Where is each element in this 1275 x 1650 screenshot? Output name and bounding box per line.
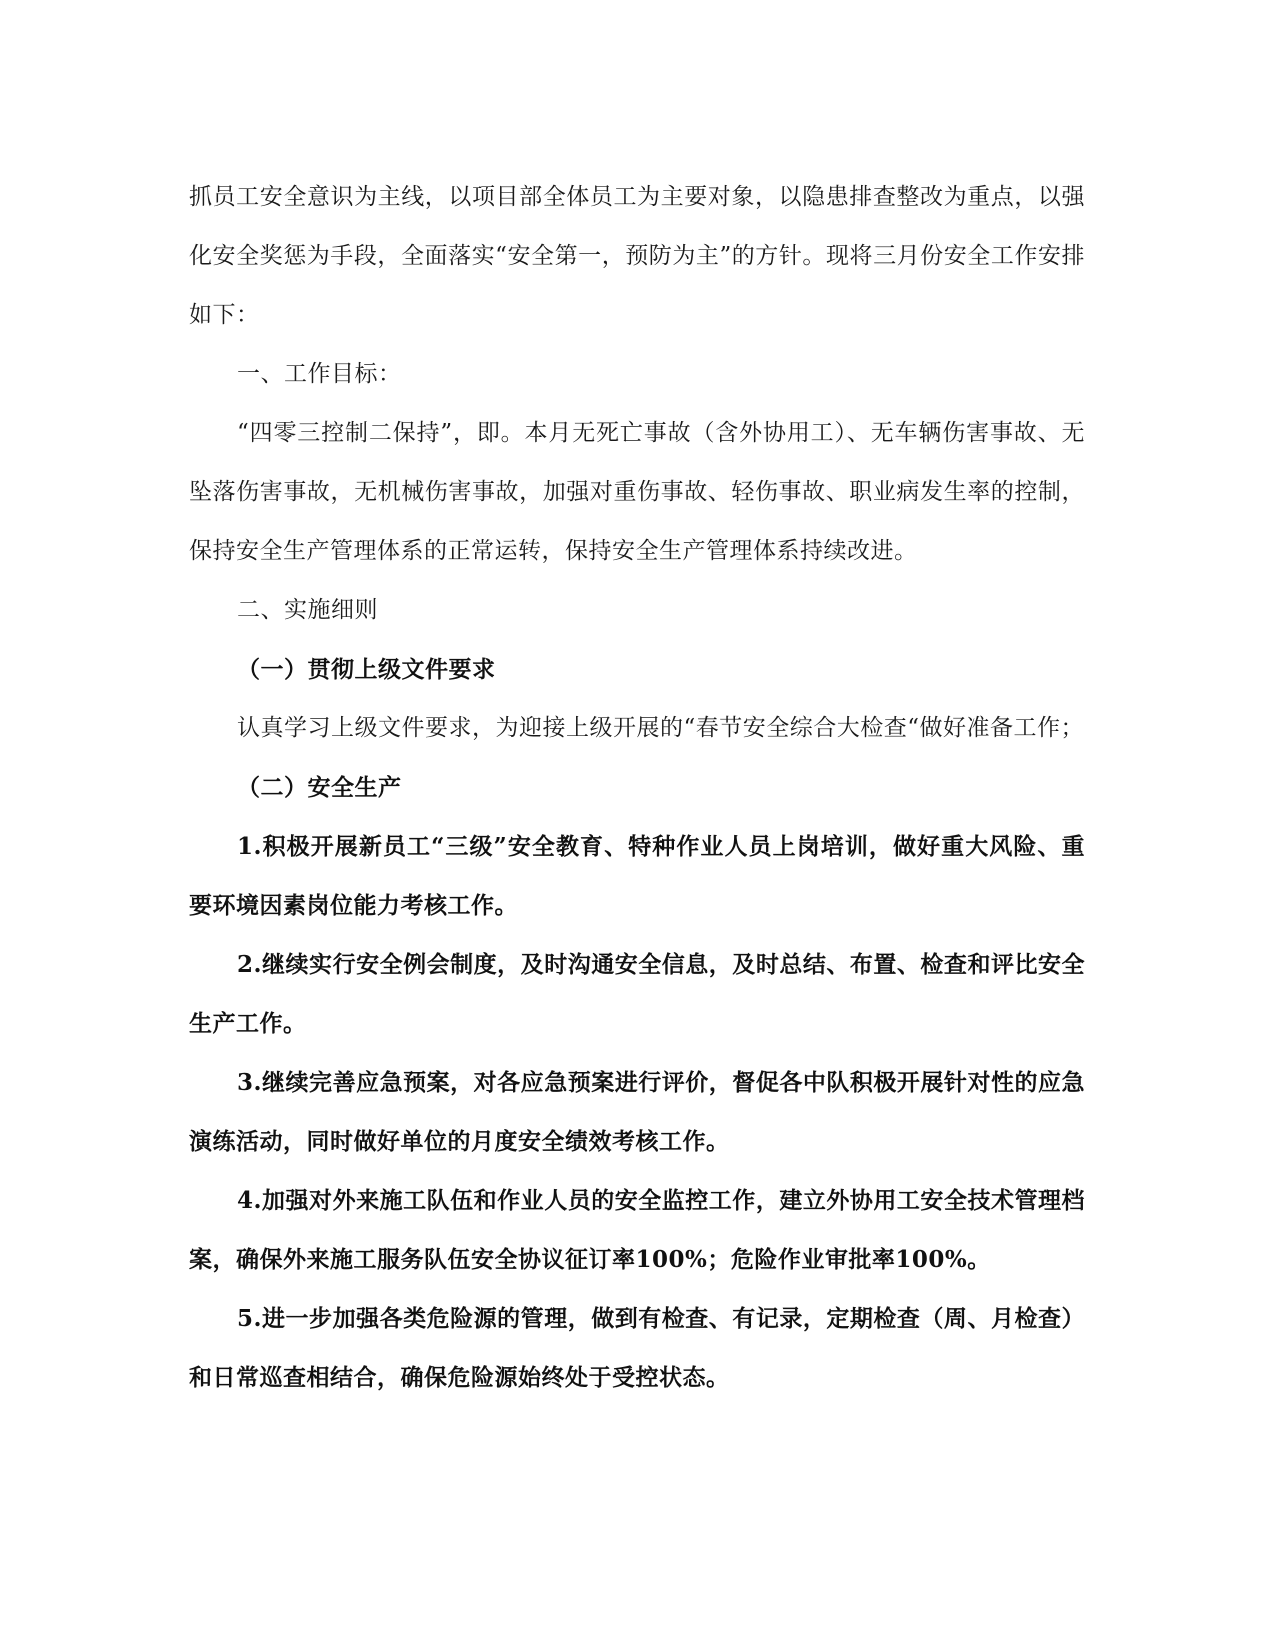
list-item-5: 5.进一步加强各类危险源的管理，做到有检查、有记录，定期检查（周、月检查）和日常巡查相结合，确保危险源始终处于受控状态。 [189, 1305, 1085, 1391]
list-item-4: 4.加强对外来施工队伍和作业人员的安全监控工作，建立外协用工安全技术管理档案，确保外来施工服务队伍安全协议征订率100%；危险作业审批率100%。 [189, 1187, 1085, 1273]
list-item-3: 3.继续完善应急预案，对各应急预案进行评价，督促各中队积极开展针对性的应急演练活动，同时做好单位的月度安全绩效考核工作。 [189, 1069, 1085, 1155]
document-body [189, 168, 1085, 1407]
section-heading-details: 二、实施细则 [237, 597, 378, 623]
subsection-heading-2: （二）安全生产 [237, 774, 402, 801]
intro-paragraph: 抓员工安全意识为主线，以项目部全体员工为主要对象，以隐患排查整改为重点，以强化安全奖惩为手段，全面落实“安全第一，预防为主”的方针。现将三月份安全工作安排如下： [189, 184, 1085, 328]
section-heading-goals: 一、工作目标： [237, 361, 402, 387]
list-item-1: 1.积极开展新员工“三级”安全教育、特种作业人员上岗培训，做好重大风险、重要环境因素岗位能力考核工作。 [189, 833, 1085, 919]
list-item-2: 2.继续实行安全例会制度，及时沟通安全信息，及时总结、布置、检查和评比安全生产工作。 [189, 951, 1085, 1037]
goals-paragraph: “四零三控制二保持”，即。本月无死亡事故（含外协用工）、无车辆伤害事故、无坠落伤害事故，无机械伤害事故，加强对重伤事故、轻伤事故、职业病发生率的控制，保持安全生产管理体系的正常运转，保持安全生产管理体系持续改进。 [189, 420, 1085, 564]
subsection-heading-1: （一）贯彻上级文件要求 [237, 656, 496, 683]
subsection-1-paragraph: 认真学习上级文件要求，为迎接上级开展的“春节安全综合大检查“做好准备工作； [237, 715, 1085, 741]
